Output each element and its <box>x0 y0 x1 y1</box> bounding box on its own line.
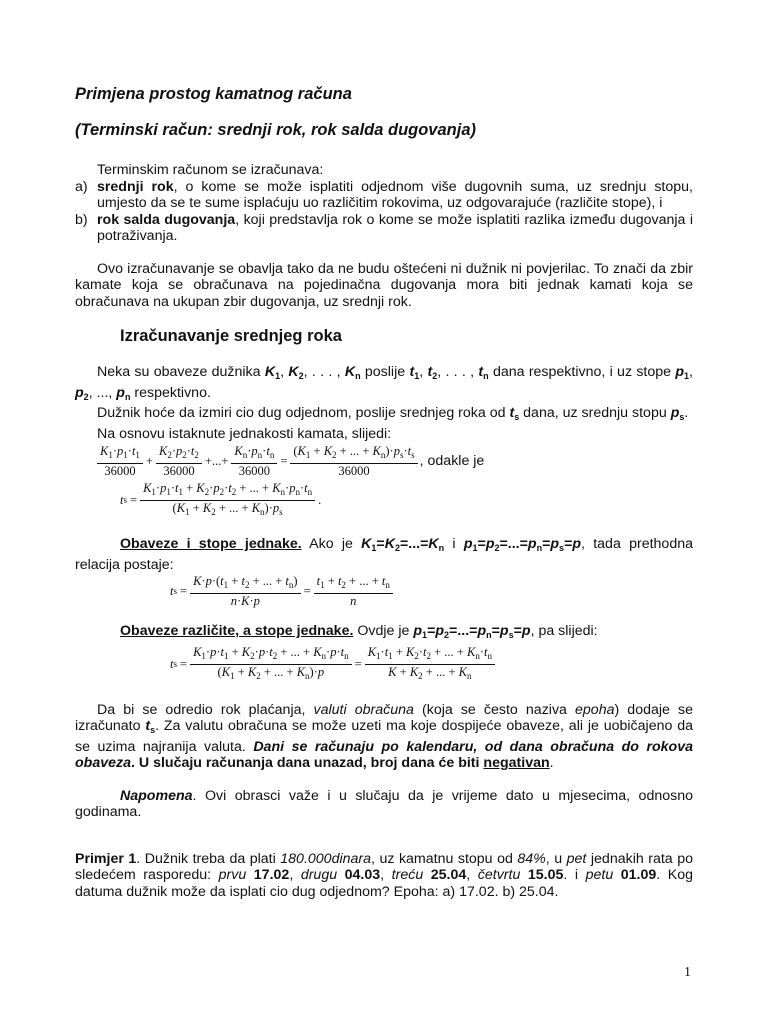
paragraph: Neka su obaveze dužnika $K_1$, $K_2$, . . . , $K_n$ poslije $t_1$, $t_2$, . . . , $t_n$ dana respektivno, i uz stope $p_1$, $p_2$, ..., $p_n$ respektivno. <box>75 364 693 402</box>
equation-different-case: t s = $\frac{K_1\cdot p\cdot t_1 + K_2\cdot p\cdot t_2 + ... + K_n\cdot p\cdot t_n}{(K_1 + K_2 + ... + K_n)\cdot p}$ = $\frac{K_1\cdot t_1 + K_2\cdot t_2 + ... + K_n\cdot t_n}{K + K_2 + ... + K_n}$ <box>170 645 693 684</box>
equation-equal-case: t s = $\frac{K\cdot p\cdot(t_1 + t_2 + ... + t_n)}{n\cdot K\cdot p}$ = $\frac{t_1 + t_2 + ... + t_n}{n}$ <box>170 574 693 609</box>
equation-ts: t s = $\frac{K_1\cdot p_1\cdot t_1 + K_2\cdot p_2\cdot t_2 + ... + K_n\cdot p_n\cdot t_n}{(K_1 + K_2 + ... + K_n)\cdot p_s}$ . <box>120 481 322 517</box>
definition-list <box>75 179 693 245</box>
section-heading: Izračunavanje srednjeg roka <box>120 327 342 345</box>
list-text: , koji predstavlja rok o kome se može isplatiti razlika između dugovanja i potraživanja. <box>97 211 693 244</box>
list-item <box>75 212 693 245</box>
list-text: , o kome se može isplatiti odjednom više dugovnih suma, uz srednju stopu, umjesto da se te sume isplaćuju uo različitim rokovima, uz odgovarajuće (različite stope), i <box>97 178 693 211</box>
list-label: a) <box>75 178 88 195</box>
page-number: 1 <box>684 965 691 980</box>
paragraph: Na osnovu istaknute jednakosti kamata, slijedi: <box>97 425 392 442</box>
term-bold: rok salda dugovanja <box>97 211 236 228</box>
paragraph: Obaveze i stope jednake. Ako je $K_1=K_2=...=K_n$ i $p_1=p_2=...=p_n=p_s=p$, tada prethodna relacija postaje: <box>75 536 693 573</box>
list-item <box>75 179 693 212</box>
example-paragraph: Primjer 1. Dužnik treba da plati 180.000dinara, uz kamatnu stopu od 84%, u pet jednakih rata po sledećem rasporedu: prvu 17.02, drugu 04.03, treću 25.04, četvrtu 15.05. i petu 01.09. Kog datuma dužnik može da isplati cio dug odjednom? Epoha: a) 17.02. b) 25.04. <box>75 850 694 900</box>
document-title: Primjena prostog kamatnog računa <box>75 85 352 103</box>
document-subtitle: (Terminski račun: srednji rok, rok salda dugovanja) <box>75 121 476 139</box>
paragraph: Ovo izračunavanje se obavlja tako da ne budu oštećeni ni dužnik ni povjerilac. To znači da zbir kamate koja se obračunava na pojedinačna dugovanja mora biti jednak kamati koja se obračunava na ukupan zbir dugovanja, uz srednji rok. <box>75 260 693 310</box>
equation-tail: , odakle je <box>419 453 485 470</box>
document-page <box>75 84 693 900</box>
paragraph: Dužnik hoće da izmiri cio dug odjednom, poslije srednjeg roka od $t_s$ dana, uz srednju stopu $p_s$. <box>97 405 689 422</box>
list-label: b) <box>75 211 88 228</box>
note-paragraph: Napomena. Ovi obrasci važe i u slučaju da je vrijeme dato u mjesecima, odnosno godinama. <box>75 787 693 820</box>
paragraph: Obaveze različite, a stope jednake. Ovdje je $p_1=p_2=...=p_n=p_s=p$, pa slijedi: <box>120 623 598 640</box>
paragraph: Da bi se odredio rok plaćanja, valuti obračuna (koja se često naziva epoha) dodaje se izračunato $t_s$. Za valutu obračuna se može uzeti ma koje dospijeće obaveze, ali je uobičajeno da se uzima najranija valuta. Dani se računaju po kalendaru, od dana obračuna do rokova obaveza. U slučaju računanja dana unazad, broj dana će biti negativan. <box>75 701 694 771</box>
intro-text: Terminskim računom se izračunava: <box>97 162 324 178</box>
equation-interest-sum: $\frac{K_1\cdot p_1\cdot t_1}{36000}$ + $\frac{K_2\cdot p_2\cdot t_2}{36000}$ +...+ $\frac{K_n\cdot p_n\cdot t_n}{36000}$ = $\frac{(K_1 + K_2 + ... + K_n)\cdot p_s\cdot t_s}{36000}$ , odakle je <box>97 444 693 479</box>
term-bold: srednji rok <box>97 178 174 195</box>
